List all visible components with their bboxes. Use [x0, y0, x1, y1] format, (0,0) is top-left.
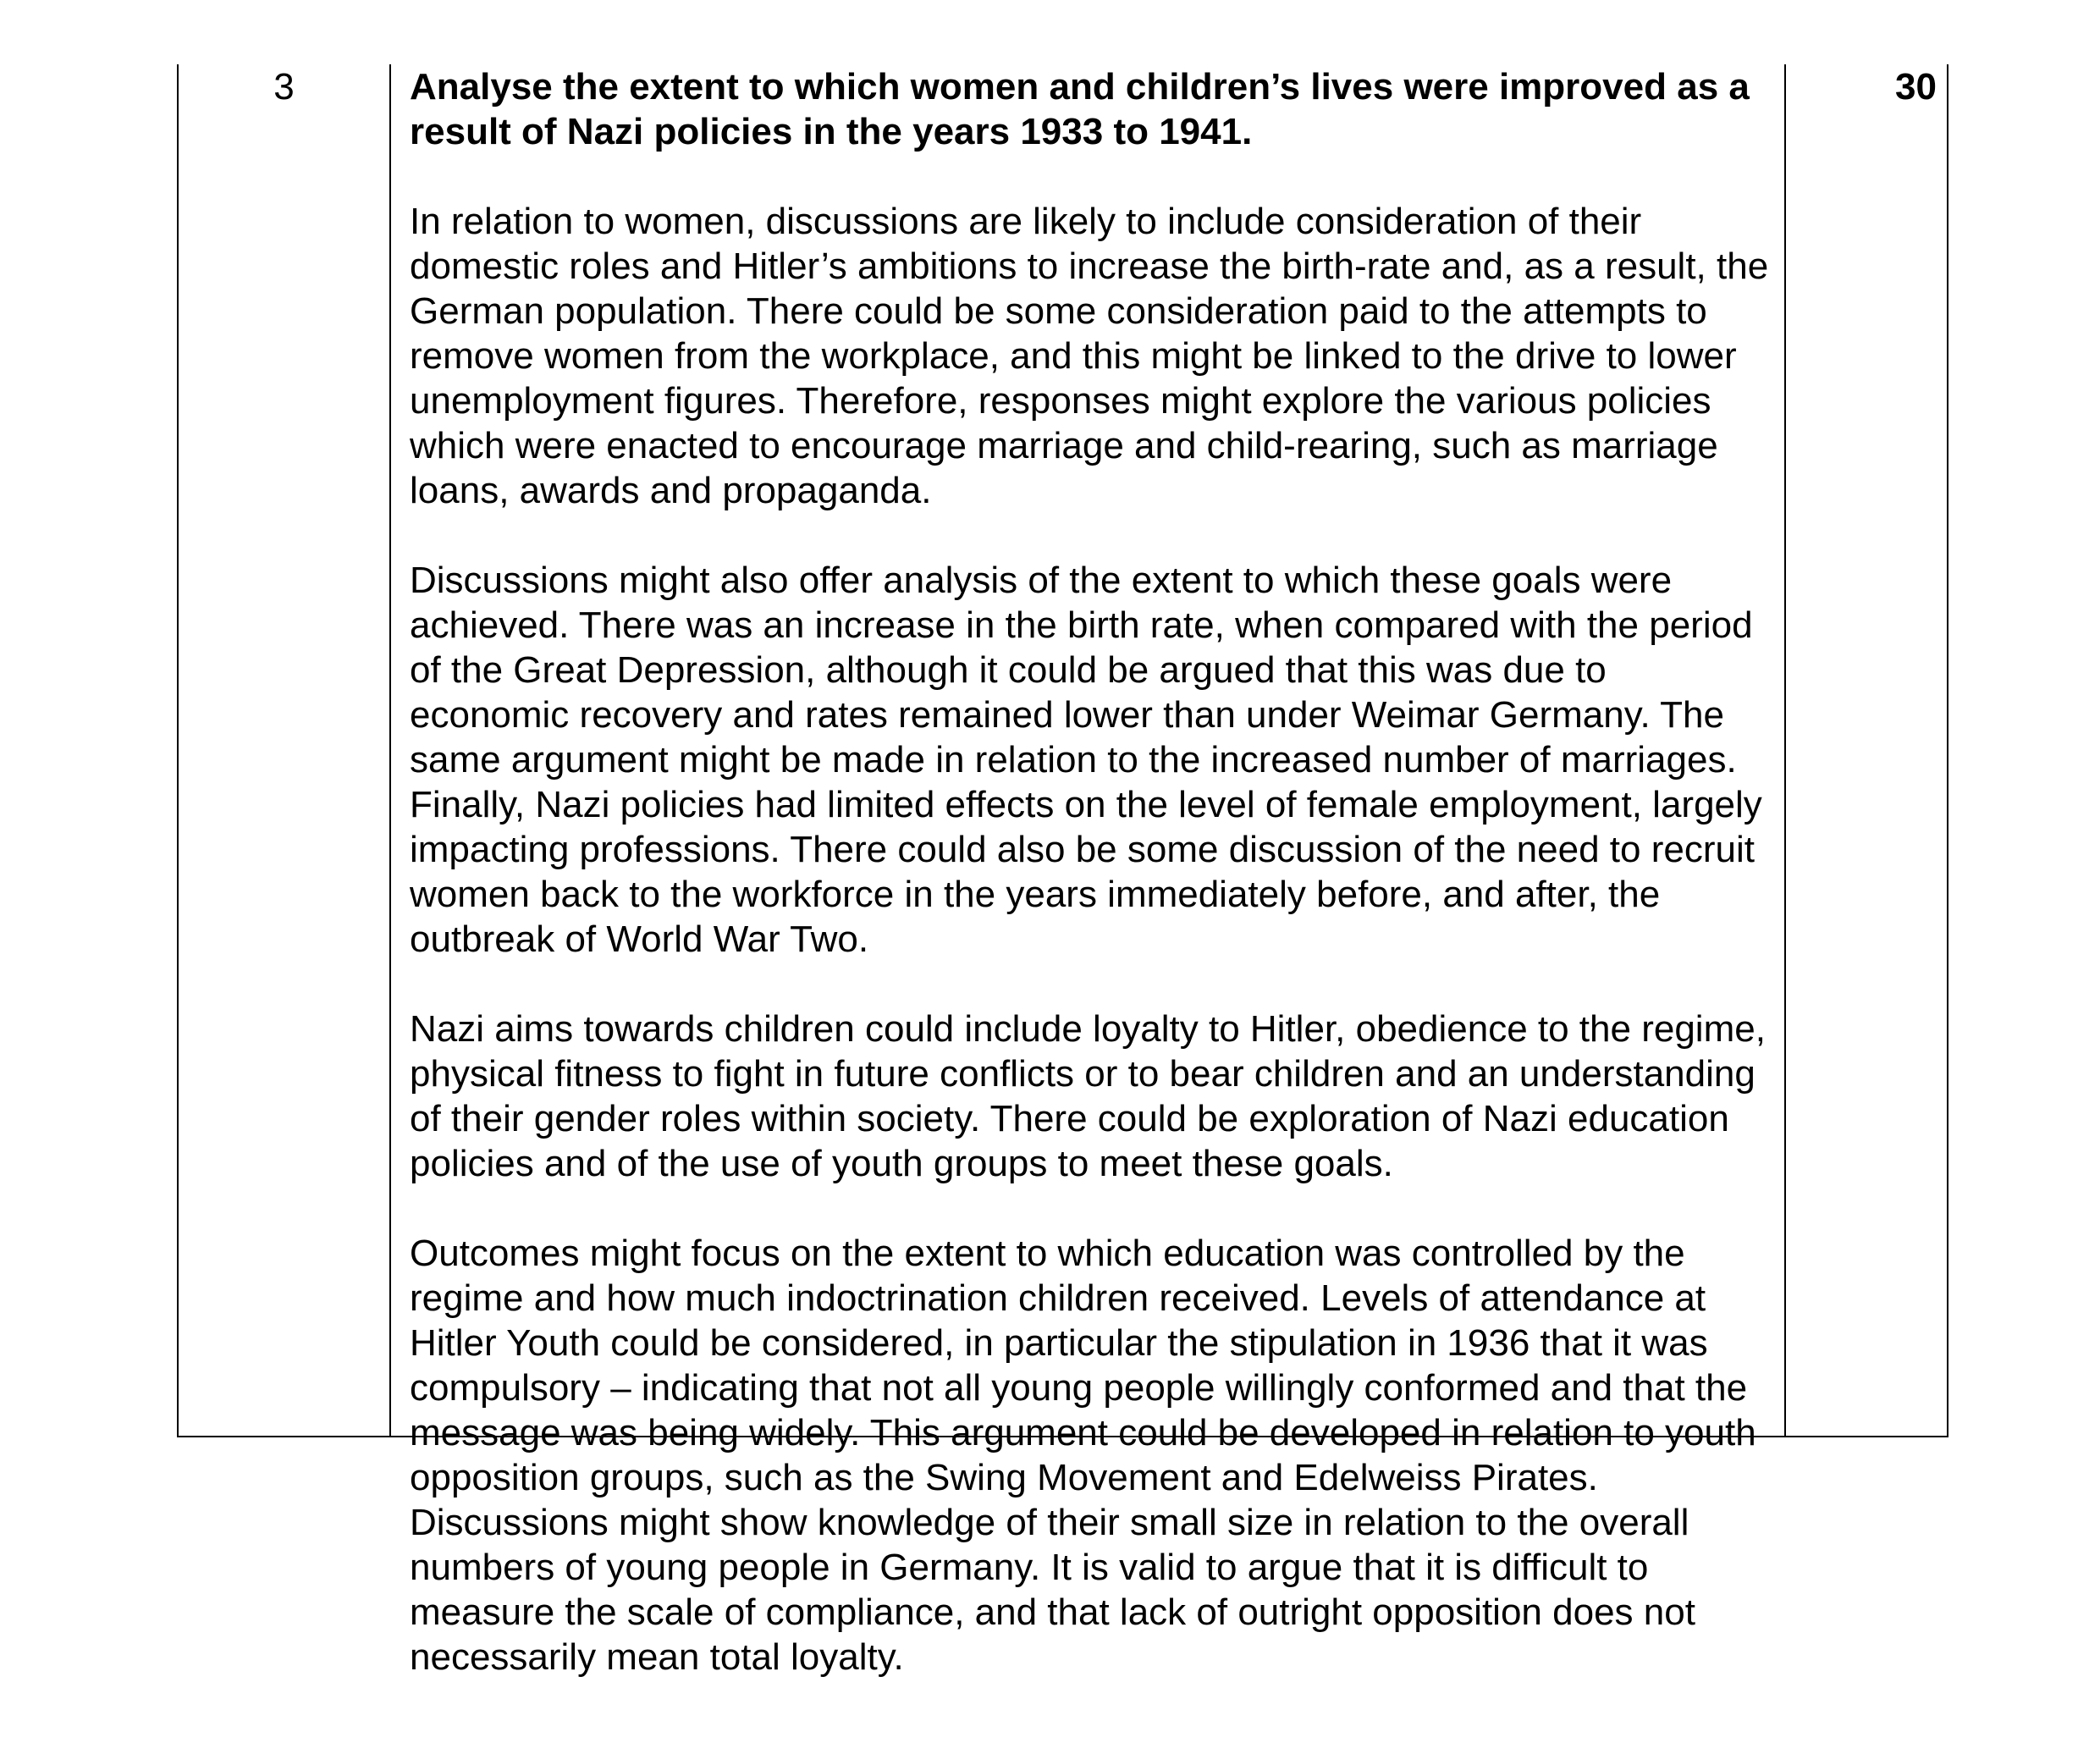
guidance-paragraph: Discussions might also offer analysis of the extent to which these goals were achieved. There was an increase in the birth rate, when compared with the period of the Great Depression, although it could be argued that this was due to economic recovery and rates remained lower than under Weimar Germany. The same argument might be made in relation to the increased number of marriages. Finally, Nazi policies had limited effects on the level of female employment, largely impacting professions. There could also be some discussion of the need to recruit women back to the workforce in the years immediately before, and after, the outbreak of World War Two. — [410, 560, 1762, 960]
mark-scheme-table — [177, 64, 1948, 1678]
question-marks: 30 — [1895, 66, 1937, 108]
guidance-paragraph: Nazi aims towards children could include loyalty to Hitler, obedience to the regime, physical fitness to fight in future conflicts or to bear children and an understanding of their gender roles within society. There could be exploration of Nazi education policies and of the use of youth groups to meet these goals. — [410, 1008, 1766, 1184]
column-divider — [1784, 64, 1786, 1436]
column-divider — [389, 64, 391, 1436]
question-text: Analyse the extent to which women and children’s lives were improved as a result of Nazi policies in the years 1933 to 1941. — [410, 66, 1750, 152]
guidance-content — [410, 64, 1772, 1680]
guidance-paragraph: Outcomes might focus on the extent to which education was controlled by the regime and how much indoctrination children received. Levels of attendance at Hitler Youth could be considered, in particular the stipulation in 1936 that it was compulsory – indicating that not all young people willingly conformed and that the message was being widely. This argument could be developed in relation to youth opposition groups, such as the Swing Movement and Edelweiss Pirates. Discussions might show knowledge of their small size in relation to the overall numbers of young people in Germany. It is valid to argue that it is difficult to measure the scale of compliance, and that lack of outright opposition does not necessarily mean total loyalty. — [410, 1233, 1756, 1678]
question-number: 3 — [273, 66, 295, 108]
guidance-paragraph: In relation to women, discussions are likely to include consideration of their domestic roles and Hitler’s ambitions to increase the birth-rate and, as a result, the German population. There could be some consideration paid to the attempts to remove women from the workplace, and this might be linked to the drive to lower unemployment figures. Therefore, responses might explore the various policies which were enacted to encourage marriage and child-rearing, such as marriage loans, awards and propaganda. — [410, 201, 1769, 511]
